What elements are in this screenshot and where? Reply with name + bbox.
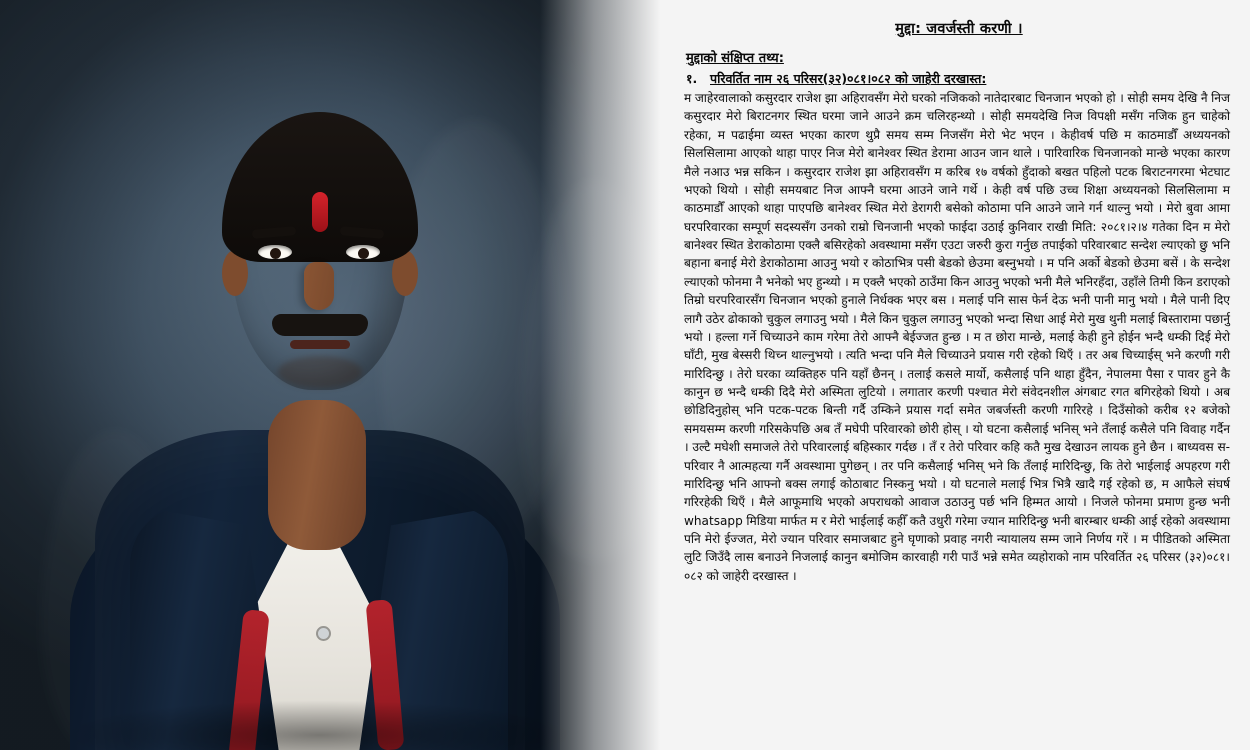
list-item-number: १. [686,71,698,86]
hair [222,112,418,262]
nose [304,262,334,310]
pupil-left [270,248,281,259]
neck [268,400,366,550]
list-item-header [686,70,1234,87]
photo-edge-fade [540,0,660,750]
pupil-right [358,248,369,259]
floor-shadow [60,700,580,750]
lapel-microphone-icon [318,628,329,639]
moustache [272,314,368,336]
chin-shadow [278,356,362,388]
mouth [290,340,350,349]
list-item-body: म जाहेरवालाको कसुरदार राजेश झा अहिरावसँग मेरो घरको नजिकको नातेदारबाट चिनजान भएको हो । सोही समय देखि नै निज कसुरदार मेरो बिराटनगर स्थित घरमा जाने आउने क्रम चलिरहन्थ्यो । सोही समयदेखि निज विपक्षी मसँग नजिक हुन चाहेको रहेका, म पढाईमा व्यस्त भएका कारण थुप्रै समय सम्म निजसँग मेरो भेट भएन । केहीवर्ष पछि म काठमाडौँ अध्ययनको सिलसिलामा आएको थाहा पाएर निज मेरो बानेश्वर स्थित डेरामा आउन जान थाले । पारिवारिक चिनजानको मान्छे भएका कारण मैले नआउ भन्न सकिन । कसुरदार राजेश झा अहिरावसँग म करिब १७ वर्षको हुँदाको बखत पहिलो पटक बिराटनगरमा भेटघाट भएको थियो । सोही समयबाट निज आफ्नै घरमा आउने जाने गर्थे । केही वर्ष पछि उच्च शिक्षा अध्ययनको सिलसिलामा म काठमाडौँ आएको थाहा पाएपछि बानेश्वर स्थित मेरो डेरागरी बसेको कोठामा पनि आउने जाने गर्न थाल्नु भयो । मेरो बुवा आमा घरपरिवारका सम्पूर्ण सदस्यसँग उनको राम्रो चिनजानी भएको फाईदा उठाई कुनिवार राखी मिति: २०८१।२।४ गतेका दिन म मेरो बानेश्वर स्थित डेराकोठामा एक्लै बसिरहेको अवस्थामा मसँग एउटा जरुरी कुरा गर्नुछ तपाईको परिवारबाट सन्देश ल्याएको छु भनि बहाना बनाई मेरो डेराकोठामा आउनु भयो र कोठाभित्र पसी बेडको छेउमा बस्नुभयो । म पनि अर्को बेडको छेउमा बसें । के सन्देश ल्याएको फोनमा नै भनेको भए हुन्थ्यो । म एक्लै भएको ठाउँमा किन आउनु भएको भनी मैले भनिरहँदा, उहाँले तिमी किन डराएको तिम्रो घरपरिवारसँग चिनजान भएको हुनाले निर्धक्क भएर बस । मलाई पनि सास फेर्न देऊ भनी पानी मानु भयो । मैले पानी दिए लागै उठेर ढोकाको चुकुल लगाउनु भयो । मैले किन चुकुल लगाउनु भएको भन्दा सिधा आई मेरो मुख थुनी मलाई बिस्तारामा पछार्नु भयो । हल्ला गर्ने चिच्याउने काम गरेमा तेरो आफ्नै बेईज्जत हुन्छ । म त छोरा मान्छे, मलाई केही हुने होईन भन्दै धम्की दिई मेरो घाँटी, मुख बेस्सरी थिच्न थाल्नुभयो । त्यति भन्दा पनि मैले चिच्याउने प्रयास गरी रहेको थिएँ । तर अब चिच्याईस् भने करणी गरी मारिदिन्छु । तेरो घरका व्यक्तिहरु पनि यहाँ छैनन् । तलाई कसले मार्यो, कसैलाई पनि थाहा हुँदैन, नेपालमा पैसा र पावर हुने कै कानुन छ भन्दै धम्की दिदै मेरो अस्मिता लुटियो । लगातार करणी पश्चात मेरो संवेदनशील अंगबाट रगत बगिरहेको थियो । अब छोडिदिनुहोस् भनि पटक-पटक बिन्ती गर्दै उम्किने प्रयास गर्दा समेत जबर्जस्ती करणी गारिरहे । दिउँसोको करीब १२ बजेको समयसम्म करणी गरिसकेपछि अब तँ मघेपी परिवारको छोरी होस् । यो घटना कसैलाई भनिस् भने तँलाई कसैले पनि विवाह गर्दैन । उल्टै मघेशी समाजले तेरो परिवारलाई बहिस्कार गर्दछ । तँ र तेरो परिवार कहि कतै मुख देखाउन लायक हुने छैन । बाध्यवस स-परिवार नै आत्महत्या गर्नै अवस्थामा पुगेछन् । तर पनि कसैलाई भनिस् भने कि तँलाई मारिदिन्छु, कि तेरो भाईलाई अपहरण गरी मारिदिन्छु भनि आफ्नो बक्स लगाई कोठाबाट निस्कनु भयो । यो घटनाले मलाई भित्र भित्रै खादै गई रहेको छ, म आफैले संघर्ष गरिरहेकी थिएँ । मैले आफूमाथि भएको अपराधको आवाज उठाउनु पर्छ भनि हिम्मत आयो । निजले फोनमा प्रमाण हुन्छ भनी whatsapp मिडिया मार्फत म र मेरो भाईलाई कहीँ कतै उधुरी गरेमा ज्यान मारिदिन्छु भनी बारम्बार धम्की आई रहेको अवस्थामा पनि मेरो ईज्जत, मेरो ज्यान परिवार समाजबाट हुने घृणाको प्रवाह नगरी न्यायालय सम्म जाने निर्णय गरें । म पीडितको अस्मिता लुटि जिउँदै लास बनाउने निजलाई कानुन बमोजिम कारवाही गरी पाउँ भन्ने समेत व्यहोराको नाम परिवर्तित २६ परिसर (३२)०८१।०८२ को जाहेरी दरखास्त । [684,91,1230,583]
forehead-tika [312,192,328,232]
list-item-heading: परिवर्तित नाम २६ परिसर(३२)०८१।०८२ को जाहेरी दरखास्त: [710,71,987,86]
document-text-panel [660,0,1250,750]
section-heading: मुद्दाको संक्षिप्त तथ्य: [686,51,784,66]
page-title: मुद्दा: जवर्जस्ती करणी । [895,21,1023,37]
